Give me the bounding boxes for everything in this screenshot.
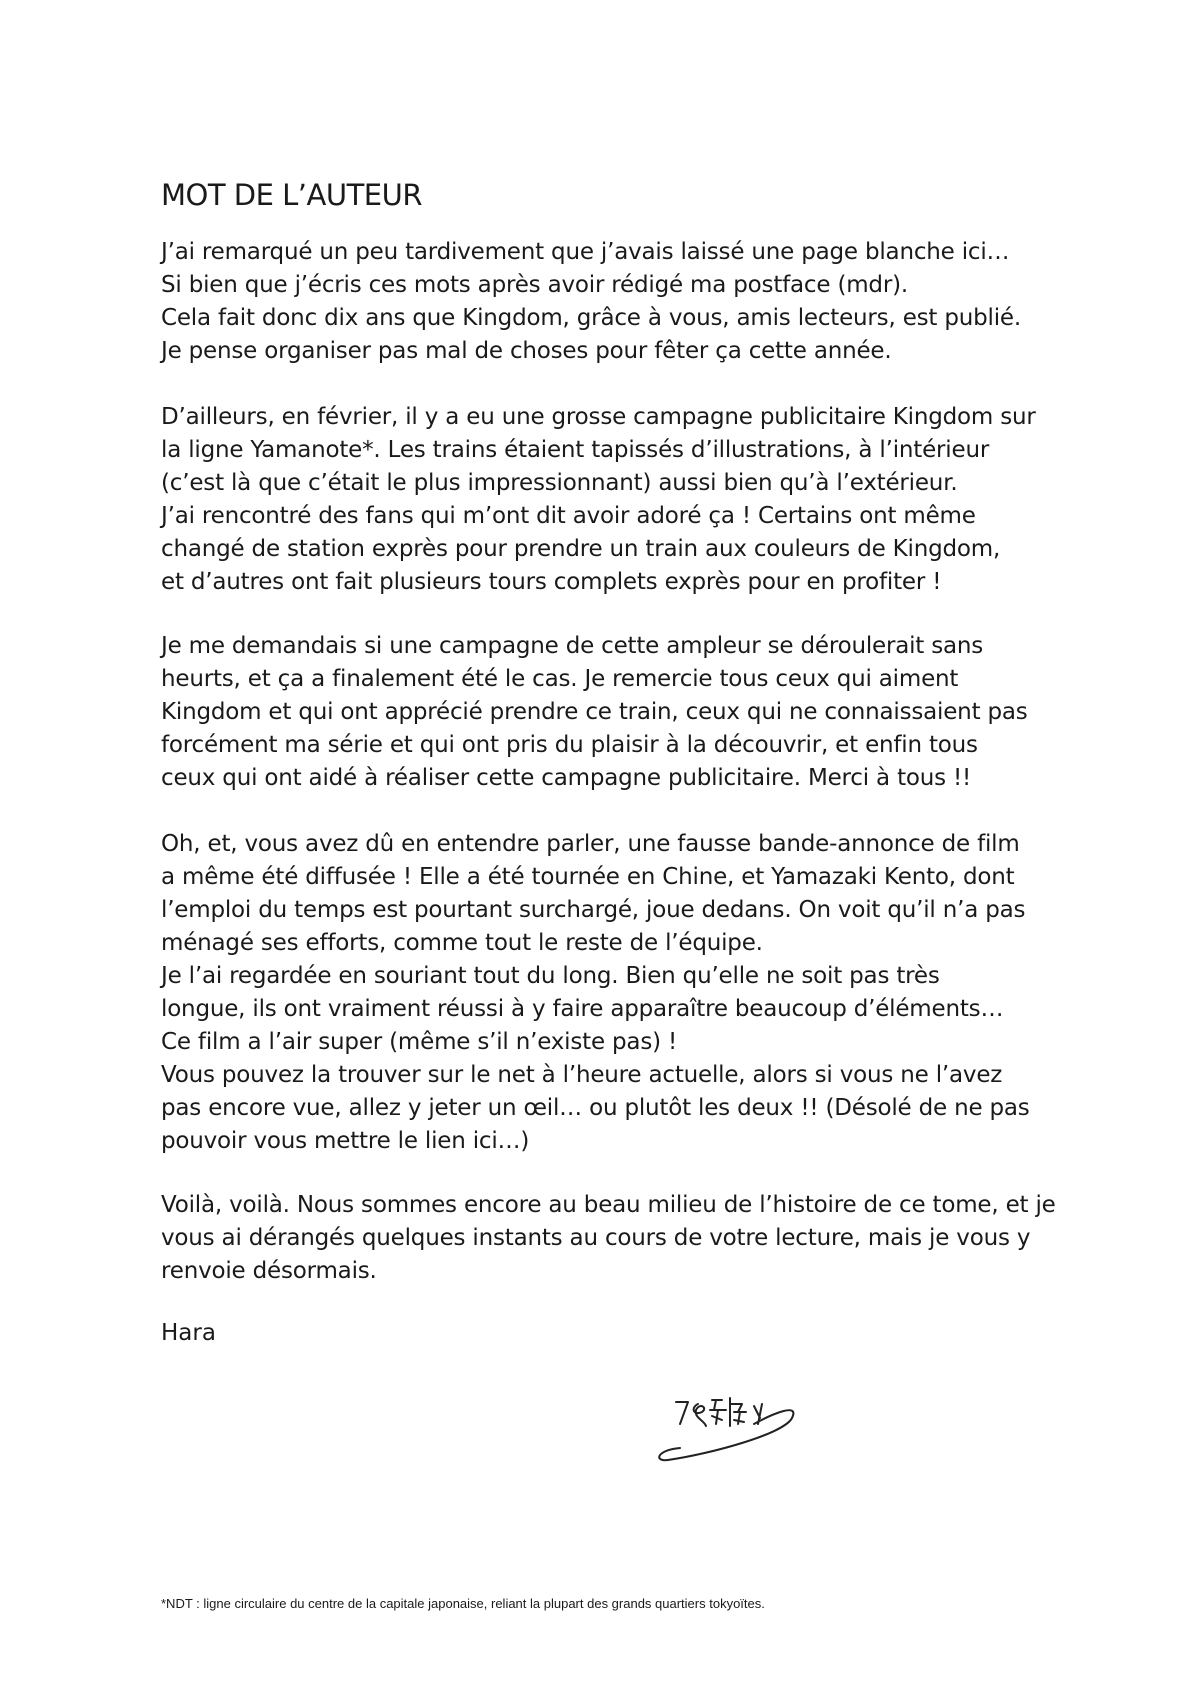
text-line: la ligne Yamanote*. Les trains étaient tapissés d’illustrations, à l’intérieur [161, 437, 990, 463]
text-line: ceux qui ont aidé à réaliser cette campagne publicitaire. Merci à tous !! [161, 765, 972, 791]
signature-icon [650, 1390, 810, 1480]
text-line: Je me demandais si une campagne de cette ampleur se déroulerait sans [161, 633, 984, 659]
text-line: a même été diffusée ! Elle a été tournée en Chine, et Yamazaki Kento, dont [161, 864, 1015, 890]
paragraph-4 [161, 828, 1030, 1158]
text-line: forcément ma série et qui ont pris du plaisir à la découvrir, et enfin tous [161, 732, 978, 758]
text-line: longue, ils ont vraiment réussi à y faire apparaître beaucoup d’éléments… [161, 996, 1004, 1022]
text-line: Vous pouvez la trouver sur le net à l’heure actuelle, alors si vous ne l’avez [161, 1062, 1003, 1088]
text-line: heurts, et ça a finalement été le cas. Je remercie tous ceux qui aiment [161, 666, 959, 692]
text-line: Oh, et, vous avez dû en entendre parler, une fausse bande-annonce de film [161, 831, 1020, 857]
text-line: et d’autres ont fait plusieurs tours complets exprès pour en profiter ! [161, 569, 942, 595]
text-line: renvoie désormais. [161, 1258, 377, 1284]
text-line: J’ai rencontré des fans qui m’ont dit avoir adoré ça ! Certains ont même [161, 503, 976, 529]
text-line: (c’est là que c’était le plus impressionnant) aussi bien qu’à l’extérieur. [161, 470, 958, 496]
text-line: Si bien que j’écris ces mots après avoir rédigé ma postface (mdr). [161, 272, 908, 298]
text-line: J’ai remarqué un peu tardivement que j’avais laissé une page blanche ici… [161, 239, 1010, 265]
paragraph-2 [161, 401, 1036, 599]
paragraph-1 [161, 236, 1021, 368]
paragraph-3 [161, 630, 1028, 795]
text-line: D’ailleurs, en février, il y a eu une grosse campagne publicitaire Kingdom sur [161, 404, 1036, 430]
author-name: Hara [161, 1320, 216, 1346]
text-line: pouvoir vous mettre le lien ici…) [161, 1128, 530, 1154]
footnote: *NDT : ligne circulaire du centre de la capitale japonaise, reliant la plupart des grands quartiers tokyoïtes. [161, 1596, 765, 1611]
text-line: Cela fait donc dix ans que Kingdom, grâce à vous, amis lecteurs, est publié. [161, 305, 1021, 331]
text-line: Ce film a l’air super (même s’il n’existe pas) ! [161, 1029, 678, 1055]
text-line: Kingdom et qui ont apprécié prendre ce train, ceux qui ne connaissaient pas [161, 699, 1028, 725]
text-line: l’emploi du temps est pourtant surchargé, joue dedans. On voit qu’il n’a pas [161, 897, 1026, 923]
paragraph-5 [161, 1189, 1056, 1288]
text-line: Je l’ai regardée en souriant tout du long. Bien qu’elle ne soit pas très [161, 963, 940, 989]
text-line: Voilà, voilà. Nous sommes encore au beau milieu de l’histoire de ce tome, et je [161, 1192, 1056, 1218]
page-title: MOT DE L’AUTEUR [161, 178, 423, 212]
text-line: pas encore vue, allez y jeter un œil… ou plutôt les deux !! (Désolé de ne pas [161, 1095, 1030, 1121]
text-line: changé de station exprès pour prendre un train aux couleurs de Kingdom, [161, 536, 1001, 562]
text-line: ménagé ses efforts, comme tout le reste de l’équipe. [161, 930, 763, 956]
text-line: Je pense organiser pas mal de choses pour fêter ça cette année. [161, 338, 892, 364]
text-line: vous ai dérangés quelques instants au cours de votre lecture, mais je vous y [161, 1225, 1031, 1251]
